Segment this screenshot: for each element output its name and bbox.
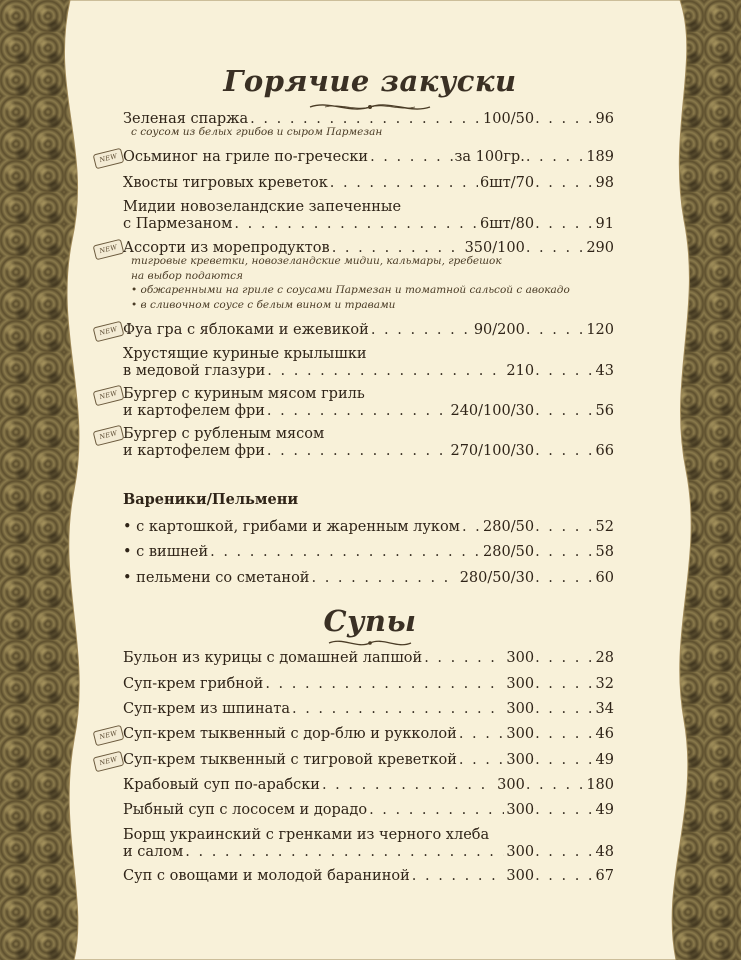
leader-dots bbox=[535, 401, 594, 421]
menu-item-row bbox=[123, 173, 614, 193]
new-badge: NEW bbox=[93, 425, 125, 447]
menu-item-price: 180 bbox=[586, 777, 614, 793]
leader-dots bbox=[535, 568, 594, 588]
menu-item-weight: 6шт/80 bbox=[479, 216, 535, 232]
new-badge: NEW bbox=[93, 385, 125, 407]
new-badge: NEW bbox=[93, 725, 125, 747]
menu-item-weight: 270/100/30 bbox=[450, 443, 535, 459]
menu-item-weight: 280/50 bbox=[483, 519, 535, 535]
menu-item-description: • в сливочном соусе с белым вином и травами bbox=[131, 298, 396, 311]
new-badge: NEW bbox=[93, 239, 125, 261]
menu-item-name: и картофелем фри bbox=[123, 443, 265, 459]
menu-item-row bbox=[123, 214, 614, 234]
leader-dots bbox=[535, 800, 594, 820]
leader-dots bbox=[535, 361, 594, 381]
leader-dots bbox=[535, 648, 594, 668]
menu-item-weight: 100/50 bbox=[483, 111, 535, 127]
menu-item-weight: 210 bbox=[506, 363, 535, 379]
menu-item-row bbox=[123, 842, 614, 862]
menu-item-name: Суп-крем из шпината bbox=[123, 701, 290, 717]
leader-dots bbox=[526, 238, 585, 258]
menu-item-weight: 300 bbox=[497, 777, 525, 793]
menu-item-row bbox=[123, 699, 614, 719]
menu-item-row bbox=[123, 401, 614, 421]
leader-dots bbox=[185, 842, 504, 862]
leader-dots bbox=[267, 401, 449, 421]
menu-item-price: 60 bbox=[595, 570, 614, 586]
leader-dots bbox=[459, 724, 505, 744]
menu-item-weight: за 100гр. bbox=[454, 149, 525, 165]
leader-dots bbox=[535, 866, 594, 886]
menu-item-name-line: Бургер с рубленым мясом bbox=[123, 426, 325, 442]
menu-item-price: 56 bbox=[595, 403, 614, 419]
menu-item-price: 28 bbox=[595, 650, 614, 666]
menu-item-row bbox=[123, 750, 614, 770]
menu-item-price: 48 bbox=[595, 844, 614, 860]
leader-dots bbox=[459, 750, 505, 770]
leader-dots bbox=[462, 517, 481, 537]
leader-dots bbox=[424, 648, 504, 668]
menu-item-price: 189 bbox=[586, 149, 614, 165]
leader-dots bbox=[330, 173, 478, 193]
menu-item-row bbox=[123, 147, 614, 167]
menu-item-description: • обжаренными на гриле с соусами Пармезан и томатной сальсой с авокадо bbox=[131, 284, 570, 296]
menu-item-weight: 240/100/30 bbox=[450, 403, 535, 419]
leader-dots bbox=[535, 750, 594, 770]
new-badge: NEW bbox=[93, 148, 125, 170]
leader-dots bbox=[535, 724, 594, 744]
menu-item-name: и салом bbox=[123, 844, 184, 860]
menu-item-name-line: Бургер с куриным мясом гриль bbox=[123, 386, 365, 402]
leader-dots bbox=[535, 542, 594, 562]
menu-item-name: и картофелем фри bbox=[123, 403, 265, 419]
menu-item-name: Бульон из курицы с домашней лапшой bbox=[123, 650, 423, 666]
leader-dots bbox=[234, 214, 478, 234]
menu-item-row bbox=[123, 361, 614, 381]
menu-item-row bbox=[123, 866, 614, 886]
menu-item-row bbox=[123, 800, 614, 820]
leader-dots bbox=[535, 517, 594, 537]
menu-item-weight: 300 bbox=[506, 868, 535, 884]
leader-dots bbox=[535, 109, 594, 129]
leader-dots bbox=[292, 699, 504, 719]
leader-dots bbox=[526, 775, 585, 795]
menu-item-row bbox=[123, 320, 614, 340]
leader-dots bbox=[526, 147, 585, 167]
menu-item-weight: 90/200 bbox=[473, 322, 525, 338]
menu-item-price: 58 bbox=[595, 544, 614, 560]
menu-item-price: 49 bbox=[595, 752, 614, 768]
leader-dots bbox=[370, 147, 452, 167]
menu-item-name: • с картошкой, грибами и жаренным луком bbox=[123, 519, 460, 535]
leader-dots bbox=[535, 173, 594, 193]
menu-item-price: 46 bbox=[595, 726, 614, 742]
menu-item-price: 91 bbox=[595, 216, 614, 232]
section-title-dumplings: Вареники/Пельмени bbox=[123, 491, 299, 508]
menu-item-price: 96 bbox=[595, 111, 614, 127]
new-badge: NEW bbox=[93, 321, 125, 343]
leader-dots bbox=[535, 699, 594, 719]
menu-item-price: 120 bbox=[586, 322, 614, 338]
menu-item-price: 32 bbox=[595, 676, 614, 692]
leader-dots bbox=[535, 214, 594, 234]
menu-item-name: Зеленая спаржа bbox=[123, 111, 249, 127]
menu-item-row bbox=[123, 542, 614, 562]
leader-dots bbox=[369, 800, 504, 820]
menu-item-name: • пельмени со сметаной bbox=[123, 570, 310, 586]
menu-item-price: 66 bbox=[595, 443, 614, 459]
section-title-hot-appetizers: Горячие закуски bbox=[223, 64, 517, 98]
menu-item-name: • с вишней bbox=[123, 544, 209, 560]
menu-item-name-line: Мидии новозеландские запеченные bbox=[123, 199, 402, 215]
menu-item-weight: 350/100 bbox=[464, 240, 525, 256]
section-title-soups: Супы bbox=[323, 604, 417, 638]
menu-item-name: Суп-крем тыквенный с дор-блю и рукколой bbox=[123, 726, 457, 742]
menu-item-weight: 280/50 bbox=[483, 544, 535, 560]
menu-item-name: Суп-крем грибной bbox=[123, 676, 264, 692]
menu-item-weight: 300 bbox=[506, 726, 535, 742]
menu-item-weight: 300 bbox=[506, 844, 535, 860]
leader-dots bbox=[535, 842, 594, 862]
leader-dots bbox=[210, 542, 481, 562]
menu-item-description: тигровые креветки, новозеландские мидии, кальмары, гребешок bbox=[131, 255, 502, 267]
menu-item-price: 98 bbox=[595, 175, 614, 191]
menu-item-weight: 280/50/30 bbox=[459, 570, 535, 586]
menu-item-name: Крабовый суп по-арабски bbox=[123, 777, 320, 793]
leader-dots bbox=[265, 674, 504, 694]
new-badge: NEW bbox=[93, 751, 125, 773]
leader-dots bbox=[371, 320, 472, 340]
menu-item-price: 43 bbox=[595, 363, 614, 379]
menu-item-weight: 300 bbox=[506, 752, 535, 768]
menu-item-description: с соусом из белых грибов и сыром Пармезан bbox=[131, 126, 383, 138]
menu-item-weight: 300 bbox=[506, 650, 535, 666]
menu-item-name-line: Борщ украинский с гренками из черного хлеба bbox=[123, 827, 490, 843]
menu-item-name: Суп-крем тыквенный с тигровой креветкой bbox=[123, 752, 457, 768]
menu-item-row bbox=[123, 648, 614, 668]
menu-item-row bbox=[123, 568, 614, 588]
menu-item-name: Фуа гра с яблоками и ежевикой bbox=[123, 322, 369, 338]
menu-item-row bbox=[123, 775, 614, 795]
leader-dots bbox=[412, 866, 505, 886]
menu-item-price: 67 bbox=[595, 868, 614, 884]
leader-dots bbox=[322, 775, 495, 795]
leader-dots bbox=[526, 320, 585, 340]
menu-item-name-line: Хрустящие куриные крылышки bbox=[123, 346, 367, 362]
leader-dots bbox=[267, 361, 504, 381]
leader-dots bbox=[311, 568, 457, 588]
menu-item-row bbox=[123, 441, 614, 461]
menu-item-weight: 300 bbox=[506, 701, 535, 717]
menu-item-name: Осьминог на гриле по-гречески bbox=[123, 149, 369, 165]
leader-dots bbox=[267, 441, 449, 461]
menu-item-name: Суп с овощами и молодой бараниной bbox=[123, 868, 410, 884]
leader-dots bbox=[535, 441, 594, 461]
menu-item-row bbox=[123, 724, 614, 744]
menu-item-price: 34 bbox=[595, 701, 614, 717]
menu-item-name: с Пармезаном bbox=[123, 216, 233, 232]
leader-dots bbox=[535, 674, 594, 694]
menu-item-price: 290 bbox=[586, 240, 614, 256]
menu-item-description: на выбор подаются bbox=[131, 269, 243, 282]
menu-item-price: 49 bbox=[595, 802, 614, 818]
menu-item-price: 52 bbox=[595, 519, 614, 535]
menu-item-name: в медовой глазури bbox=[123, 363, 266, 379]
menu-item-name: Рыбный суп с лососем и дорадо bbox=[123, 802, 368, 818]
menu-item-weight: 300 bbox=[506, 802, 535, 818]
menu-item-weight: 300 bbox=[506, 676, 535, 692]
menu-item-row bbox=[123, 517, 614, 537]
menu-item-row bbox=[123, 674, 614, 694]
menu-item-name: Ассорти из морепродуктов bbox=[123, 240, 330, 256]
menu-item-name: Хвосты тигровых креветок bbox=[123, 175, 328, 191]
menu-item-weight: 6шт/70 bbox=[479, 175, 535, 191]
